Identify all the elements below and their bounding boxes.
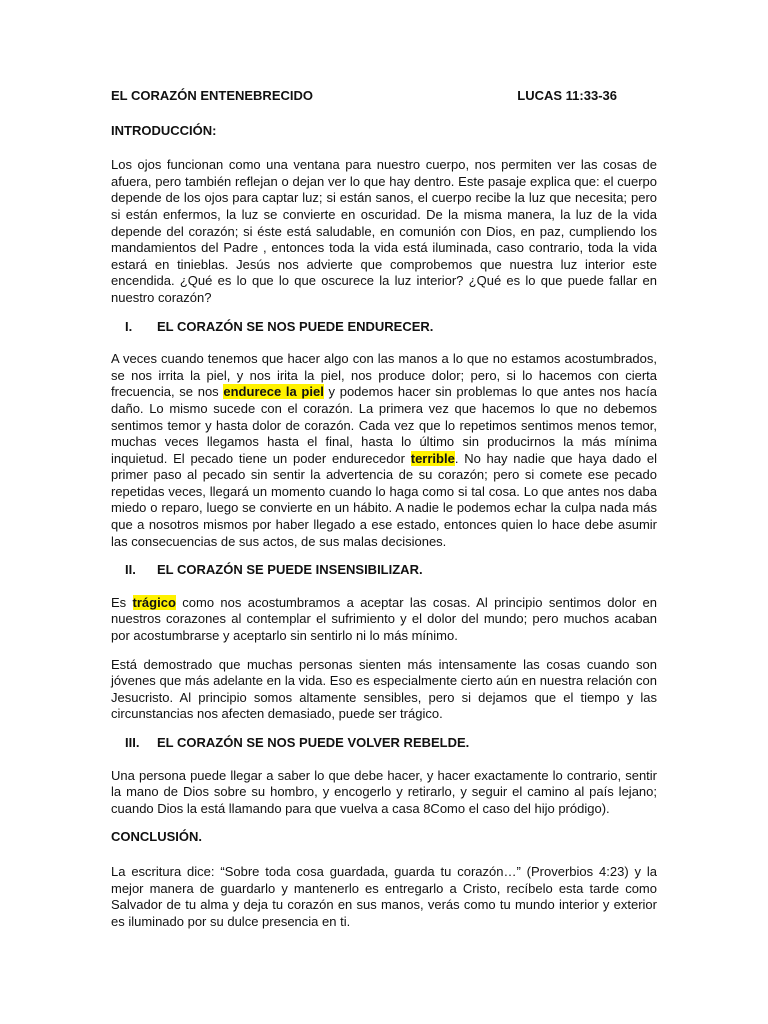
section-1-number: I. [125, 318, 133, 334]
section-3-number: III. [125, 735, 140, 750]
conclusion-heading: CONCLUSIÓN. [111, 829, 202, 845]
section-2-paragraph-1 [111, 595, 657, 645]
document-title: EL CORAZÓN ENTENEBRECIDO [111, 88, 313, 103]
intro-paragraph: Los ojos funcionan como una ventana para nuestro cuerpo, nos permiten ver las cosas de afuera, pero también reflejan o dejan ver lo que hay dentro. Este pasaje explica que: el cuerpo depende de los ojos para captar luz; si están sanos, el cuerpo recibe la luz que necesita; pero si están enfermos, la luz se convierte en oscuridad. De la misma manera, la luz de la vida depende del corazón; si éste está saludable, en comunión con Dios, en paz, cumpliendo los mandamientos del Padre , entonces toda la vida está iluminada, caso contrario, toda la vida estará en tinieblas. Jesús nos advierte que comprobemos que nuestra luz interior este encendida. ¿Qué es lo que lo que oscurece la luz interior? ¿Qué es lo que puede fallar en nuestro corazón? [111, 157, 657, 305]
section-2-text-b: como nos acostumbramos a aceptar las cosas. Al principio sentimos dolor en nuestros corazones al contemplar el sufrimiento y el dolor del mundo; pero muchos acaban por acostumbrarse y aceptarlo sin sentirlo ni lo más mínimo. [111, 594, 657, 644]
scripture-reference: LUCAS 11:33-36 [517, 88, 617, 103]
document-header [111, 88, 657, 105]
section-2-heading [111, 562, 657, 579]
section-1-paragraph [111, 351, 657, 550]
section-1-heading [111, 319, 657, 336]
section-1-title: EL CORAZÓN SE NOS PUEDE ENDURECER. [157, 318, 434, 334]
section-3-heading [111, 735, 657, 752]
highlight-terrible: terrible [410, 450, 455, 466]
section-1-text-a: A veces cuando tenemos que hacer algo con las manos a lo que no estamos acostumbrados, se nos irrita la piel, y nos irita la piel, nos produce dolor; pero, si lo hacemos con cierta frecuencia, se nos [111, 351, 657, 400]
section-3-title: EL CORAZÓN SE NOS PUEDE VOLVER REBELDE. [157, 735, 470, 750]
intro-heading: INTRODUCCIÓN: [111, 122, 217, 138]
section-2-text-a: Es [111, 594, 133, 610]
section-3-paragraph: Una persona puede llegar a saber lo que debe hacer, y hacer exactamente lo contrario, sentir la mano de Dios sobre su hombro, y encogerlo y retirarlo, y seguir el camino al país lejano; cuando Dios la está llamando para que vuelva a casa 8Como el caso del hijo pródigo). [111, 767, 657, 816]
highlight-tragico: trágico [132, 594, 176, 610]
section-2-title: EL CORAZÓN SE PUEDE INSENSIBILIZAR. [157, 562, 423, 578]
conclusion-paragraph: La escritura dice: “Sobre toda cosa guardada, guarda tu corazón…” (Proverbios 4:23) y la mejor manera de guardarlo y mantenerlo es entregarlo a Cristo, recíbelo esta tarde como Salvador de tu alma y deja tu corazón en sus manos, verás como tu mundo interior y exterior es iluminado por su dulce presencia en ti. [111, 863, 657, 929]
section-2-paragraph-2: Está demostrado que muchas personas sienten más intensamente las cosas cuando son jóvenes que más adelante en la vida. Eso es especialmente cierto aún en nuestra relación con Jesucristo. Al principio somos altamente sensibles, pero si dejamos que el tiempo y las circunstancias nos afecten demasiado, puede ser trágico. [111, 656, 657, 722]
section-2-number: II. [125, 562, 136, 578]
section-1-text-c: . No hay nadie que haya dado el primer paso al pecado sin sentir la advertencia de su corazón; pero si comete ese pecado repetidas veces, llegará un momento cuando lo haga como si tal cosa. Lo que antes nos daba miedo o reparo, luego se convierte en un hábito. A nadie le podemos echar la culpa nada más que a nosotros mismos por haber llegado a ese estado, entonces quien lo hace debe asumir las consecuencias de sus actos, de sus malas decisiones. [111, 450, 657, 549]
section-1-text-b: y podemos hacer sin problemas lo que antes nos hacía daño. Lo mismo sucede con el corazón. La primera vez que hacemos lo que no debemos sentimos temor y hasta dolor de corazón. Cada vez que lo repetimos sentimos menos temor, muchas veces llegamos hasta el final, hasta lo último sin producirnos la más mínima inquietud. El pecado tiene un poder endurecedor [111, 384, 657, 466]
highlight-endurece: endurece la piel [223, 384, 324, 400]
